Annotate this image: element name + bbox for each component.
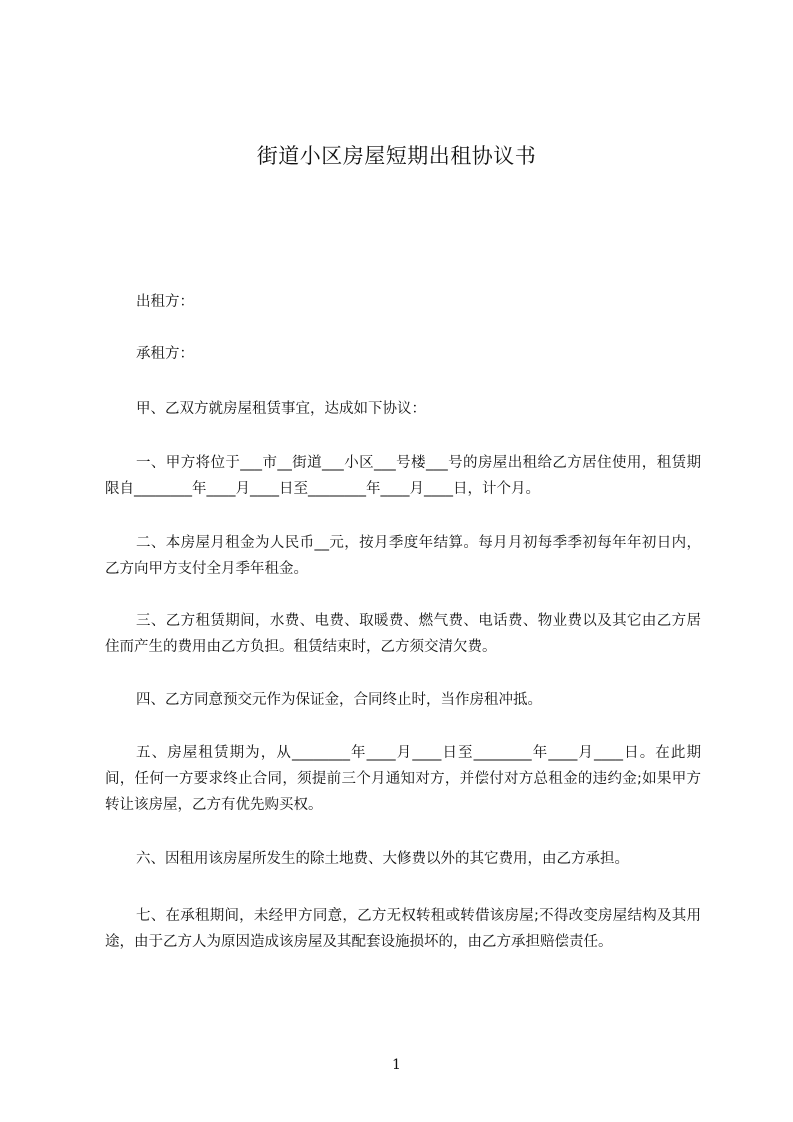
clause-1: 一、甲方将位于___市__街道___小区___号楼___号的房屋出租给乙方居住使用，租赁期限自________年____月____日至________年____月____日，计个月。 [105, 455, 701, 497]
clause-2: 二、本房屋月租金为人民币__元，按月季度年结算。每月月初每季季初每年年初日内，乙方向甲方支付全月季年租金。 [105, 535, 701, 577]
clause-5: 五、房屋租赁期为，从________年____月____日至________年____月____日。在此期间，任何一方要求终止合同，须提前三个月通知对方，并偿付对方总租金的违约金;如果甲方转让该房屋，乙方有优先购买权。 [105, 745, 701, 813]
clause-6: 六、因租用该房屋所发生的除土地费、大修费以外的其它费用，由乙方承担。 [136, 851, 629, 867]
party-lessee-line: 承租方： [136, 346, 194, 362]
clause-7: 七、在承租期间，未经甲方同意，乙方无权转租或转借该房屋;不得改变房屋结构及其用途，由于乙方人为原因造成该房屋及其配套设施损坏的，由乙方承担赔偿责任。 [105, 908, 701, 950]
document-title: 街道小区房屋短期出租协议书 [256, 144, 537, 168]
clause-4: 四、乙方同意预交元作为保证金，合同终止时，当作房租冲抵。 [136, 692, 542, 708]
page-number: 1 [392, 1057, 401, 1073]
agreement-intro: 甲、乙双方就房屋租赁事宜，达成如下协议： [136, 401, 426, 417]
clause-3: 三、乙方租赁期间，水费、电费、取暖费、燃气费、电话费、物业费以及其它由乙方居住而产生的费用由乙方负担。租赁结束时，乙方须交清欠费。 [105, 613, 701, 655]
party-lessor-line: 出租方： [136, 294, 194, 310]
